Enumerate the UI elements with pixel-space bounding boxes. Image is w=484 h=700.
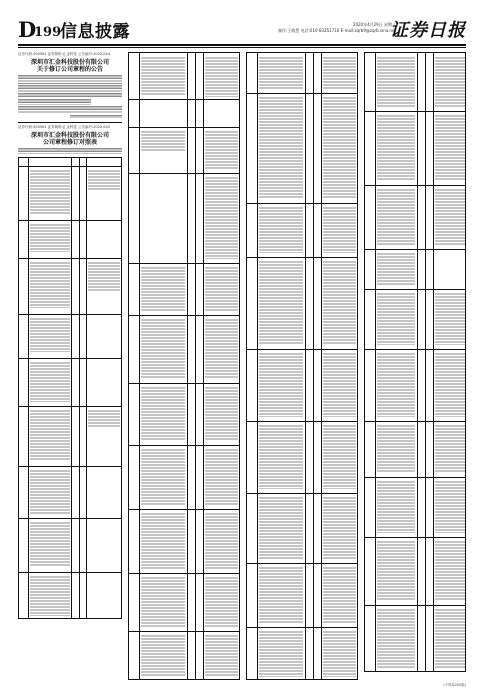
- column-2: [128, 52, 240, 680]
- announcement-title-line-2: 关于修订公司章程的公告: [36, 66, 103, 73]
- section-number: 199: [34, 25, 62, 40]
- body-paragraph: [18, 106, 122, 114]
- announcement-code-line: 证券代码:300561 证券简称:汇金科技 公告编号:2020-044: [18, 52, 110, 56]
- section-divider: [18, 122, 122, 123]
- announcement-title: [18, 132, 122, 147]
- announcement-title-line-2: 公司章程修订对照表: [42, 139, 97, 147]
- body-paragraph: [18, 99, 91, 105]
- masthead-rule: [18, 44, 466, 46]
- contact-line: 制作:王敏慧 电话:010-83251716 E-mail:zqrb9@zqrb.sina.net: [277, 28, 396, 33]
- masthead-meta: [278, 22, 396, 34]
- signature-line: [70, 115, 122, 118]
- body-paragraph: [18, 75, 122, 84]
- body-paragraph: [18, 85, 122, 98]
- body-paragraph: [18, 148, 122, 154]
- column-1: [18, 52, 122, 680]
- announcement-title-line-1: 深圳市汇金科技股份有限公司: [30, 131, 109, 139]
- section-title: 信息披露: [60, 22, 130, 42]
- amendment-table: [364, 52, 466, 672]
- announcement-title: [18, 59, 122, 74]
- continued-note: (下转D200版): [443, 683, 466, 687]
- section-letter: D: [18, 17, 37, 42]
- amendment-table: [246, 52, 358, 680]
- newspaper-logo: 证券日报: [390, 20, 466, 41]
- masthead: [18, 18, 466, 46]
- announcement-code-line: 证券代码:300561 证券简称:汇金科技 公告编号:2020-045: [18, 125, 110, 130]
- column-3: [246, 52, 358, 680]
- date-line: 2020年4月29日 星期三: [352, 22, 396, 27]
- amendment-table: [18, 157, 122, 619]
- column-4: [364, 52, 466, 680]
- amendment-table: [128, 52, 240, 680]
- announcement-title-line-1: 深圳市汇金科技股份有限公司: [30, 58, 109, 66]
- masthead-rule-thin: [18, 47, 466, 48]
